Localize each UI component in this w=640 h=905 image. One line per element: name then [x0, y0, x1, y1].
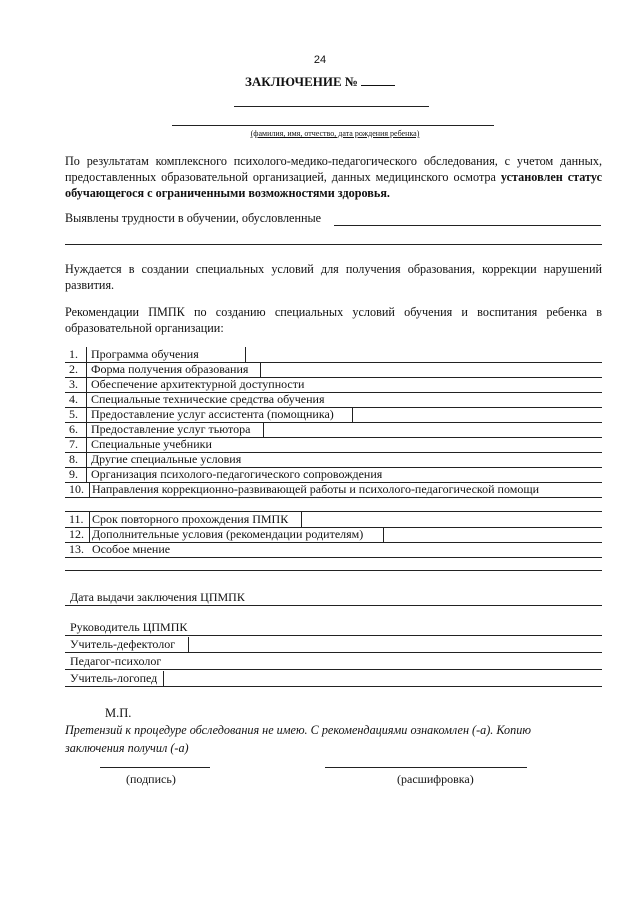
item-num: 7. [69, 437, 78, 451]
cell-divider [86, 437, 87, 452]
item-num: 13. [69, 542, 84, 556]
item-row-10[interactable] [65, 482, 602, 498]
cell-divider [89, 527, 90, 542]
signatory-row-2[interactable] [65, 637, 602, 653]
item-row-2[interactable] [65, 362, 602, 378]
difficulties-line-1[interactable] [334, 225, 601, 226]
cell-divider [383, 527, 384, 542]
item-num: 2. [69, 362, 78, 376]
item-row-9[interactable] [65, 467, 602, 483]
cell-divider [260, 362, 261, 377]
item-label: Направления коррекционно-развивающей работы и психолого-педагогической помощи [92, 482, 539, 496]
signatory-row-4[interactable] [65, 671, 602, 687]
item-row-6[interactable] [65, 422, 602, 438]
cell-divider [188, 637, 189, 652]
item-label: Специальные учебники [91, 437, 212, 451]
cell-divider [86, 362, 87, 377]
signatory-label: Педагог-психолог [70, 654, 162, 668]
item-row-5[interactable] [65, 407, 602, 423]
signatory-label: Руководитель ЦПМПК [70, 620, 188, 634]
item-row-11[interactable] [65, 512, 602, 528]
cell-divider [86, 392, 87, 407]
item-row-1[interactable] [65, 347, 602, 363]
cell-divider [86, 467, 87, 482]
child-caption: (фамилия, имя, отчество, дата рождения ребенка) [250, 129, 420, 138]
signatory-label: Учитель-логопед [70, 671, 158, 685]
item-num: 1. [69, 347, 78, 361]
item-num: 4. [69, 392, 78, 406]
item-num: 10. [69, 482, 84, 496]
cell-divider [301, 512, 302, 527]
needs-paragraph: Нуждается в создании специальных условий для получения образования, коррекции нарушений развития. [65, 262, 602, 292]
item-num: 3. [69, 377, 78, 391]
item-label: Дополнительные условия (рекомендации родителям) [92, 527, 364, 541]
recommendations-paragraph: Рекомендации ПМПК по созданию специальных условий обучения и воспитания ребенка в образовательной организации: [65, 305, 602, 335]
item-row-4[interactable] [65, 392, 602, 408]
signature-line[interactable] [100, 767, 210, 768]
item-label: Форма получения образования [91, 362, 249, 376]
intro-paragraph [65, 153, 602, 201]
item-row-13[interactable] [65, 542, 602, 558]
item-13-extra-line[interactable] [65, 570, 602, 571]
cell-divider [352, 407, 353, 422]
item-row-7[interactable] [65, 437, 602, 453]
item-num: 12. [69, 527, 84, 541]
cell-divider [245, 347, 246, 362]
item-label: Программа обучения [91, 347, 199, 361]
item-label: Другие специальные условия [91, 452, 242, 466]
page-number: 24 [313, 54, 327, 66]
signatory-row-3[interactable] [65, 654, 602, 670]
item-label: Предоставление услуг тьютора [91, 422, 251, 436]
cell-divider [86, 377, 87, 392]
difficulties-line-2[interactable] [65, 244, 602, 245]
cell-divider [86, 407, 87, 422]
cell-divider [86, 422, 87, 437]
signatory-label: Учитель-дефектолог [70, 637, 176, 651]
item-row-8[interactable] [65, 452, 602, 468]
signature-caption: (подпись) [126, 772, 176, 786]
cell-divider [89, 512, 90, 527]
signatory-row-1[interactable] [65, 620, 602, 636]
issue-date-label: Дата выдачи заключения ЦПМПК [70, 590, 245, 604]
decoding-line[interactable] [325, 767, 527, 768]
name-line-2[interactable] [172, 125, 494, 126]
cell-divider [163, 671, 164, 686]
item-row-12[interactable] [65, 527, 602, 543]
item-num: 5. [69, 407, 78, 421]
consent-text: Претензий к процедуре обследования не имею. С рекомендациями ознакомлен (-а). Копию заключения получил (-а) [65, 723, 531, 755]
item-num: 11. [69, 512, 84, 526]
cell-divider [86, 452, 87, 467]
cell-divider [89, 482, 90, 497]
item-label: Специальные технические средства обучения [91, 392, 325, 406]
cell-divider [86, 347, 87, 362]
name-line-1[interactable] [234, 106, 429, 107]
decoding-caption: (расшифровка) [397, 772, 474, 786]
document-title [0, 74, 640, 90]
difficulties-label: Выявлены трудности в обучении, обусловленные [65, 211, 322, 225]
item-label: Организация психолого-педагогического сопровождения [91, 467, 383, 481]
item-label: Предоставление услуг ассистента (помощника) [91, 407, 334, 421]
item-num: 8. [69, 452, 78, 466]
item-label: Обеспечение архитектурной доступности [91, 377, 305, 391]
seal-place: М.П. [105, 706, 132, 720]
intro-text: По результатам комплексного психолого-медико-педагогического обследования, с учетом данных, предоставленных образовательной организацией, данных медицинского осмотра [65, 154, 602, 184]
item-num: 9. [69, 467, 78, 481]
issue-date-line[interactable] [65, 605, 602, 606]
item-label: Особое мнение [92, 542, 171, 556]
item-label: Срок повторного прохождения ПМПК [92, 512, 289, 526]
intro-bold-text: установлен статус обучающегося с ограниченными возможностями здоровья. [65, 170, 603, 200]
item-row-3[interactable] [65, 377, 602, 393]
number-blank[interactable] [361, 74, 395, 86]
cell-divider [263, 422, 264, 437]
item-num: 6. [69, 422, 78, 436]
title-text: ЗАКЛЮЧЕНИЕ № [245, 74, 358, 89]
